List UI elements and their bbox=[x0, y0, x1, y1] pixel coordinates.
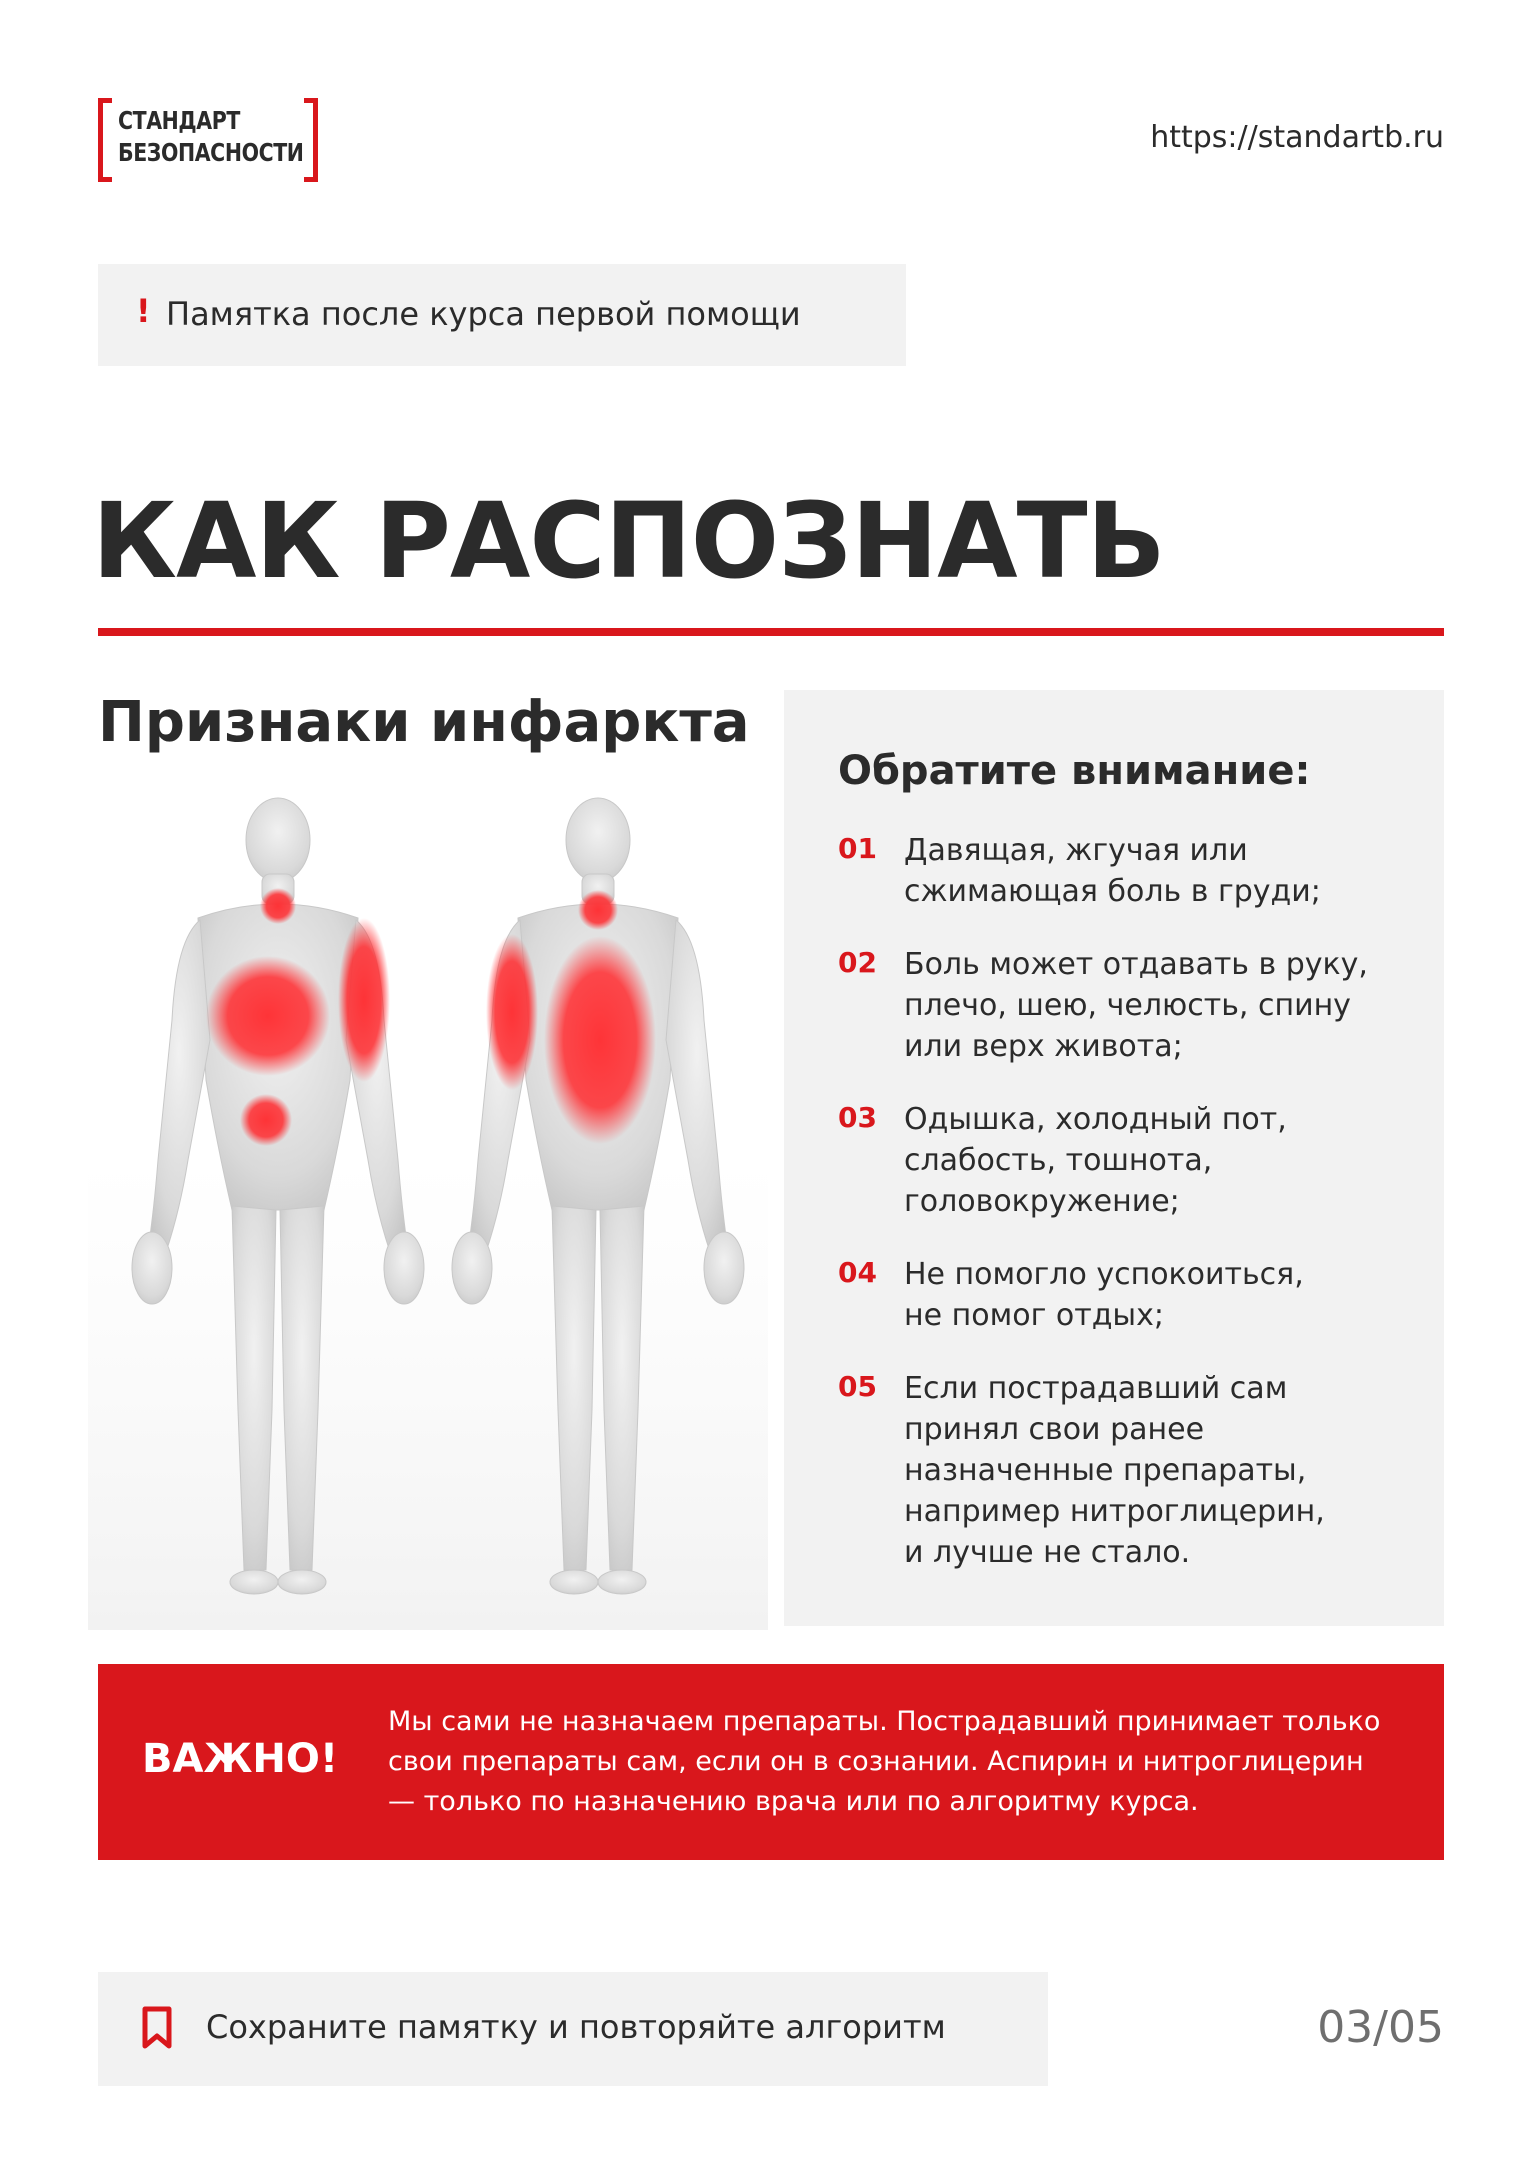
symptom-number: 04 bbox=[838, 1256, 877, 1289]
exclamation-icon: ! bbox=[136, 292, 151, 330]
symptom-text-line: и лучше не стало. bbox=[904, 1535, 1191, 1570]
body-figures-illustration bbox=[88, 790, 768, 1630]
save-reminder bbox=[98, 1972, 1048, 2086]
symptom-number: 01 bbox=[838, 832, 877, 865]
site-url[interactable]: https://standartb.ru bbox=[1150, 120, 1444, 155]
logo-line-2: БЕЗОПАСНОСТИ bbox=[118, 138, 304, 167]
important-text-line: — только по назначению врача или по алгоритму курса. bbox=[388, 1786, 1199, 1817]
symptom-text-line: Если пострадавший сам bbox=[904, 1371, 1288, 1406]
symptom-text-line: Одышка, холодный пот, bbox=[904, 1102, 1287, 1137]
important-label: ВАЖНО! bbox=[142, 1736, 339, 1782]
symptom-text-line: Боль может отдавать в руку, bbox=[904, 947, 1368, 982]
symptom-number: 02 bbox=[838, 946, 877, 979]
page-title: КАК РАСПОЗНАТЬ bbox=[92, 480, 1165, 602]
symptom-text-line: слабость, тошнота, bbox=[904, 1143, 1213, 1178]
symptom-text-line: не помог отдых; bbox=[904, 1298, 1164, 1333]
brand-logo bbox=[98, 98, 318, 184]
section-subtitle: Признаки инфаркта bbox=[98, 690, 750, 755]
symptom-text-line: сжимающая боль в груди; bbox=[904, 874, 1321, 909]
page-number: 03/05 bbox=[1317, 2002, 1444, 2053]
symptom-number: 05 bbox=[838, 1370, 877, 1403]
important-text bbox=[388, 1702, 1380, 1822]
logo-bracket-left bbox=[98, 98, 112, 182]
symptom-text-line: Не помогло успокоиться, bbox=[904, 1257, 1304, 1292]
logo-bracket-right bbox=[304, 98, 318, 182]
notice-text: Памятка после курса первой помощи bbox=[166, 295, 801, 333]
logo-line-1: СТАНДАРТ bbox=[118, 106, 240, 135]
important-banner bbox=[98, 1664, 1444, 1860]
title-divider bbox=[98, 628, 1444, 636]
attention-heading: Обратите внимание: bbox=[838, 748, 1311, 794]
symptom-text-line: принял свои ранее bbox=[904, 1412, 1205, 1447]
attention-panel bbox=[784, 690, 1444, 1626]
symptom-number: 03 bbox=[838, 1101, 877, 1134]
save-reminder-text: Сохраните памятку и повторяйте алгоритм bbox=[206, 2008, 946, 2046]
symptom-text-line: например нитроглицерин, bbox=[904, 1494, 1325, 1529]
bookmark-icon bbox=[142, 2006, 172, 2054]
notice-badge bbox=[98, 264, 906, 366]
symptom-text-line: или верх живота; bbox=[904, 1029, 1183, 1064]
symptom-text-line: назначенные препараты, bbox=[904, 1453, 1307, 1488]
symptom-text-line: плечо, шею, челюсть, спину bbox=[904, 988, 1351, 1023]
important-text-line: Мы сами не назначаем препараты. Пострадавший принимает только bbox=[388, 1706, 1381, 1737]
important-text-line: свои препараты сам, если он в сознании. Аспирин и нитроглицерин bbox=[388, 1746, 1364, 1777]
symptom-text-line: Давящая, жгучая или bbox=[904, 833, 1248, 868]
symptom-text-line: головокружение; bbox=[904, 1184, 1180, 1219]
